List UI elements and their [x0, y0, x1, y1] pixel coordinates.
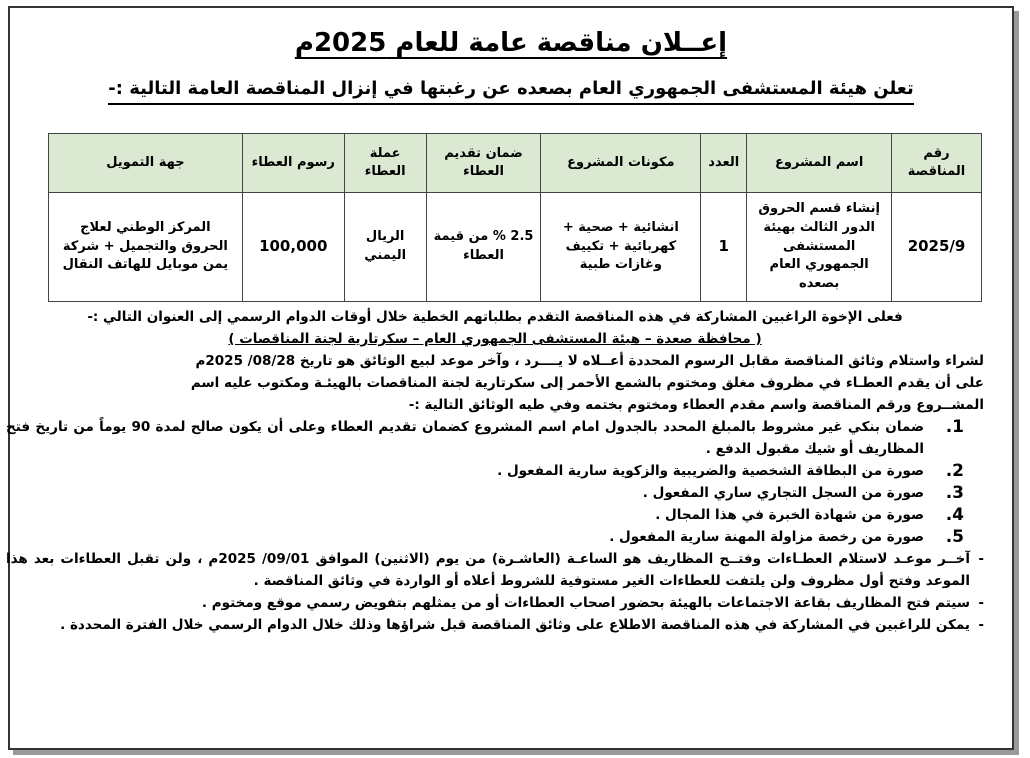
list-item-number: 5.: [945, 527, 964, 547]
list-item-number: 3.: [945, 483, 964, 503]
header-project-name: اسم المشروع: [747, 134, 892, 193]
list-item-text: ضمان بنكي غير مشروط بالمبلغ المحدد بالجدول امام اسم المشروع كضمان تقديم العطاء وعلى أن يكون صالح لمدة 90 يوماً من تاريخ فتح المظاريف أو شيك مقبول الدفع .: [6, 419, 924, 457]
list-item-text: صورة من شهادة الخبرة في هذا المجال .: [655, 507, 924, 523]
list-item: [6, 416, 984, 460]
address-text: ( محافظة صعدة – هيئة المستشفى الجمهوري العام – سكرتارية لجنة المناقصات ): [228, 331, 762, 347]
list-item: [6, 482, 984, 504]
documents-list: [6, 416, 984, 548]
announcement-body: [6, 306, 984, 636]
list-item-number: 2.: [945, 461, 964, 481]
list-item-number: 1.: [945, 417, 964, 437]
header-bid-currency: عملة العطاء: [344, 134, 426, 193]
purchase-paragraph: [6, 350, 984, 416]
note-text: يمكن للراغبين في المشاركة في هذه المناقصة الاطلاع على وثائق المناقصة قبل شراؤها وذلك خلال الدوام الرسمي خلال الفترة المحددة .: [60, 617, 970, 633]
note-dash: -: [978, 617, 984, 633]
cell-tender-number: 2025/9: [892, 193, 982, 302]
header-count: العدد: [701, 134, 747, 193]
purchase-line: لشراء واستلام وثائق المناقصة مقابل الرسوم المحددة أعــلاه لا يــــرد ، وآخر موعد لبيع الوثائق هو تاريخ 08/28/ 2025م: [195, 353, 984, 369]
notes-list: [6, 548, 984, 636]
cell-project-name: إنشاء قسم الحروق الدور الثالث بهيئة المستشفى الجمهوري العام بصعده: [747, 193, 892, 302]
list-item-text: صورة من البطاقة الشخصية والضريبية والزكوية سارية المفعول .: [497, 463, 924, 479]
purchase-line: على أن يقدم العطـاء في مظروف مغلق ومختوم بالشمع الأحمر إلى سكرتارية لجنة المناقصات بالهيئـة ومكتوب عليه اسم: [190, 375, 984, 391]
list-item: [6, 526, 984, 548]
cell-bid-guarantee: 2.5 % من قيمة العطاء: [426, 193, 541, 302]
list-item: [6, 504, 984, 526]
intro-text: فعلى الإخوة الراغبين المشاركة في هذه المناقصة التقدم بطلباتهم الخطية خلال أوقات الدوام الرسمي إلى العنوان التالي :-: [87, 309, 903, 325]
note-item: [6, 592, 984, 614]
list-item: [6, 460, 984, 482]
tender-table: [48, 133, 982, 302]
note-item: [6, 548, 984, 592]
page-title: إعــلان مناقصة عامة للعام 2025م: [294, 28, 728, 58]
header-project-components: مكونات المشروع: [541, 134, 701, 193]
list-item-text: صورة من السجل التجاري ساري المفعول .: [642, 485, 924, 501]
page-subtitle: تعلن هيئة المستشفى الجمهوري العام بصعده عن رغبتها في إنزال المناقصة العامة التالية :-: [10, 78, 1012, 99]
note-item: [6, 614, 984, 636]
cell-project-components: انشائية + صحية + كهربائية + تكييف وغازات طبية: [541, 193, 701, 302]
table-header-row: [49, 134, 982, 193]
announcement-frame: [8, 6, 1014, 750]
note-text: آخــر موعـد لاستلام العطـاءات وفتــح المظاريف هو الساعـة (العاشـرة) من يوم (الاثنين) الموافق 09/01/ 2025م ، ولن تقبل العطاءات بعد هذا الموعد وفتح أول مظروف ولن يلتفت للعطاءات الغير مستوفية للشروط أعلاه أو الواردة في وثائق المناقصة .: [6, 551, 970, 589]
list-item-number: 4.: [945, 505, 964, 525]
cell-count: 1: [701, 193, 747, 302]
cell-funding-entity: المركز الوطني لعلاج الحروق والتجميل + شركة يمن موبايل للهاتف النقال: [49, 193, 243, 302]
note-dash: -: [978, 595, 984, 611]
list-item-text: صورة من رخصة مزاولة المهنة سارية المفعول .: [609, 529, 924, 545]
note-dash: -: [978, 551, 984, 567]
header-tender-number: رقم المناقصة: [892, 134, 982, 193]
header-funding-entity: جهة التمويل: [49, 134, 243, 193]
header-bid-fee: رسوم العطاء: [242, 134, 344, 193]
purchase-line: المشــروع ورقم المناقصة واسم مقدم العطاء ومختوم بختمه وفي طيه الوثائق التالية :-: [408, 397, 984, 413]
header-bid-guarantee: ضمان تقديم العطاء: [426, 134, 541, 193]
table-row: [49, 193, 982, 302]
cell-bid-fee: 100,000: [242, 193, 344, 302]
cell-bid-currency: الريال اليمني: [344, 193, 426, 302]
note-text: سيتم فتح المظاريف بقاعة الاجتماعات بالهيئة بحضور اصحاب العطاءات أو من يمثلهم بتفويض رسمي موقع ومختوم .: [201, 595, 970, 611]
